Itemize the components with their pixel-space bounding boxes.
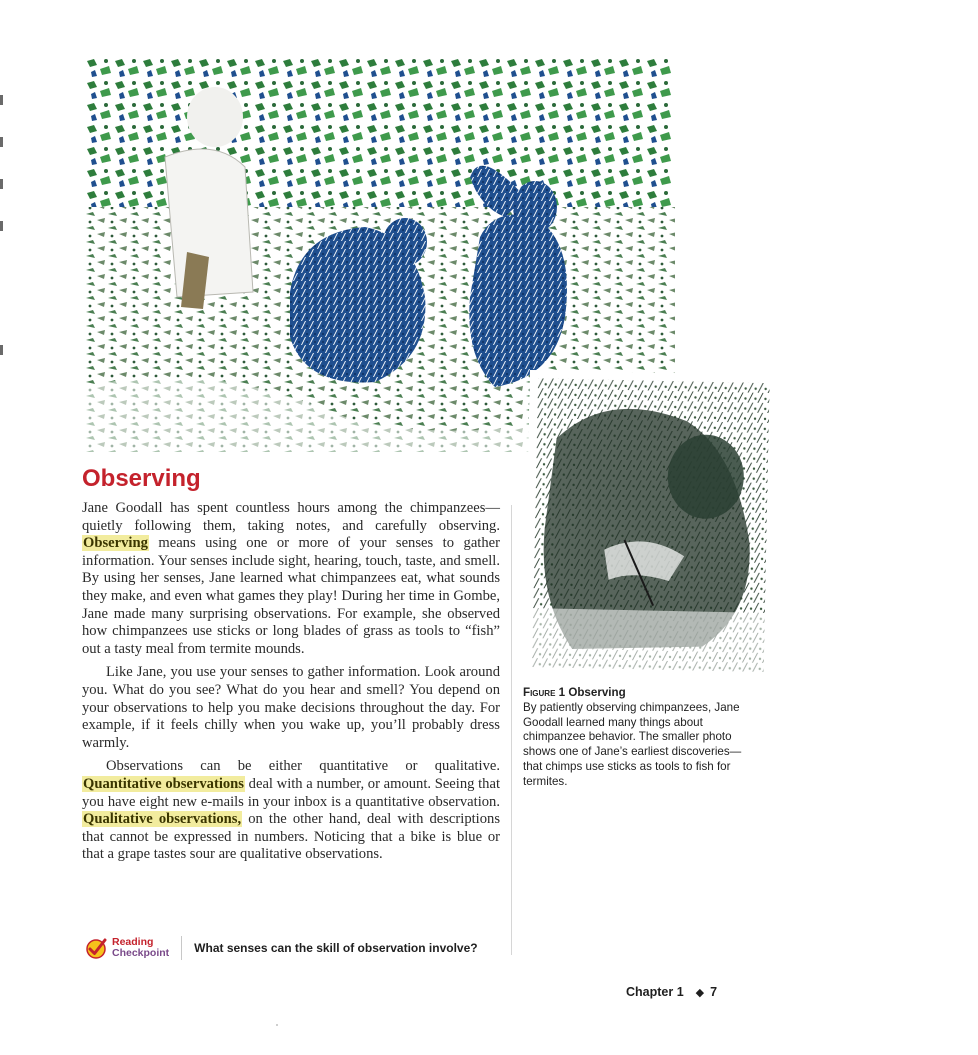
paragraph-2: Like Jane, you use your senses to gather information. Look around you. What do you see? What do you hear and smell? You depend on your observations to help you make decisions throughout the day. For example, if it feels chilly when you wake up, you’ll probably dress warmly. xyxy=(82,664,500,751)
key-term-observing: Observing xyxy=(83,535,148,552)
inset-photo-chimp-termite-fishing xyxy=(524,370,778,680)
checkpoint-label-line2: Checkpoint xyxy=(112,947,170,959)
checkmark-icon xyxy=(84,936,108,960)
chapter-label: Chapter 1 xyxy=(626,985,684,999)
paragraph-3: Observations can be either quantitative or qualitative. Quantitative observations deal with a number, or amount. Seeing that you have eight new e-mails in your inbox is a quantitative observation. Qualitative observations, on the other hand, deal with descriptions that cannot be expressed in numbers. Noticing that a bike is blue or that a grape tastes sour are qualitative observations. xyxy=(82,758,501,863)
figure-caption xyxy=(523,686,743,790)
reading-checkpoint xyxy=(84,934,478,962)
scan-speck xyxy=(276,1024,278,1026)
paragraph-1: Jane Goodall has spent countless hours among the chimpanzees—quietly following them, taking notes, and carefully observing. Observing means using one or more of your senses to gather information. Your senses include sight, hearing, touch, taste, and smell. By using her senses, Jane learned what chimpanzees eat, what sounds they make, and even what games they play! During her time in Gombe, Jane made many surprising observations. For example, she observed how chimpanzees use sticks or long blades of grass as tools to “fish” out a tasty meal from termite mounds. xyxy=(82,500,500,657)
section-heading: Observing xyxy=(82,465,201,492)
key-term-qualitative-observations: Qualitative observations, xyxy=(83,811,242,828)
checkpoint-question: What senses can the skill of observation involve? xyxy=(194,941,478,955)
page-number: 7 xyxy=(710,985,718,999)
body-text xyxy=(82,500,500,870)
diamond-separator-icon: ◆ xyxy=(695,987,705,999)
caption-text: By patiently observing chimpanzees, Jane Goodall learned many things about chimpanzee behavior. The smaller photo shows one of Jane’s earliest discoveries—that chimps use sticks as tools to fish for termites. xyxy=(523,700,742,788)
key-term-quantitative-observations: Quantitative observations xyxy=(83,775,244,792)
margin-registration-marks xyxy=(0,95,4,365)
page-footer xyxy=(626,985,717,999)
figure-label: Figure 1 xyxy=(523,686,566,699)
checkpoint-label-line1: Reading xyxy=(112,936,154,948)
figure-title: Observing xyxy=(568,686,626,699)
checkpoint-badge xyxy=(84,936,182,960)
column-divider xyxy=(511,505,512,955)
